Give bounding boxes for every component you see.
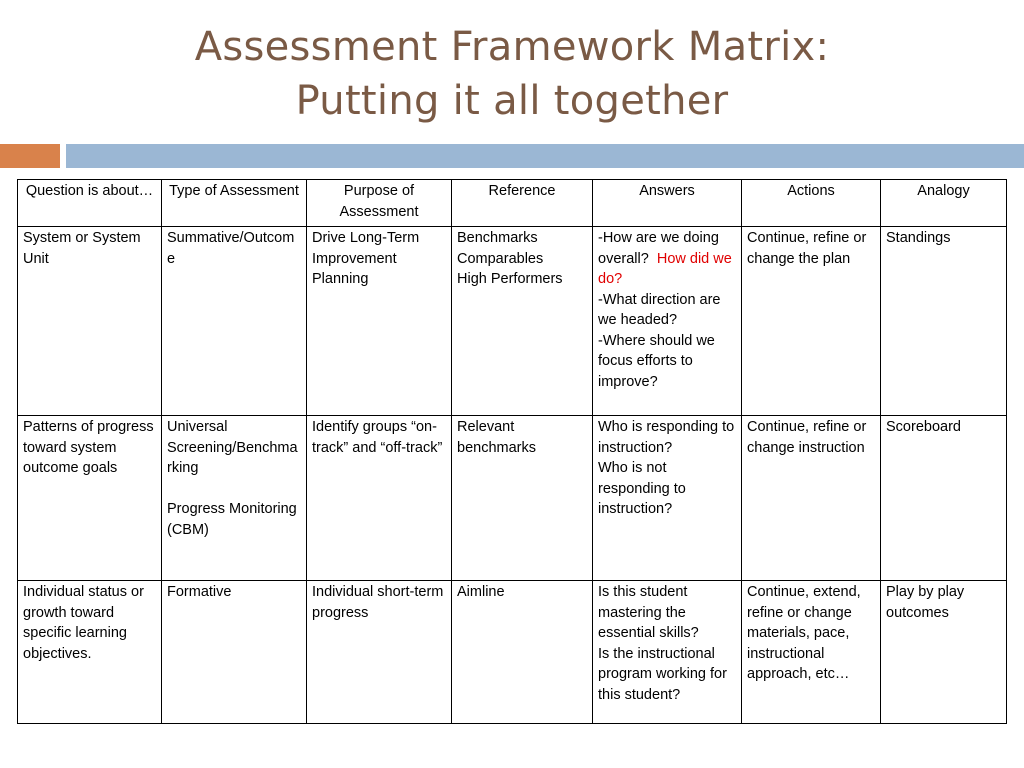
cell-reference: Relevant benchmarks [452, 416, 593, 581]
title-line-2: Putting it all together [295, 78, 729, 124]
cell-actions: Continue, refine or change the plan [742, 227, 881, 416]
table-header-row [18, 180, 1007, 227]
answer-highlight: How did we do? [598, 250, 732, 287]
header-question: Question is about… [18, 180, 162, 227]
cell-analogy: Play by play outcomes [881, 581, 1007, 724]
answer-item: -Where should we focus efforts to improve? [598, 332, 715, 390]
title-line-1: Assessment Framework Matrix: [194, 24, 830, 70]
cell-purpose: Identify groups “on-track” and “off-track” [307, 416, 452, 581]
header-actions: Actions [742, 180, 881, 227]
cell-question: Patterns of progress toward system outcome goals [18, 416, 162, 581]
spacer [167, 479, 301, 500]
table-row [18, 416, 1007, 581]
cell-analogy: Standings [881, 227, 1007, 416]
type-item: Progress Monitoring (CBM) [167, 501, 297, 538]
accent-bar-blue [66, 144, 1024, 168]
cell-actions: Continue, extend, refine or change materials, pace, instructional approach, etc… [742, 581, 881, 724]
type-item: Universal Screening/Benchmarking [167, 419, 298, 476]
cell-answers [593, 416, 742, 581]
answer-item: Who is not responding to instruction? [598, 460, 686, 517]
cell-answers [593, 227, 742, 416]
answer-item: Who is responding to instruction? [598, 419, 735, 456]
cell-actions: Continue, refine or change instruction [742, 416, 881, 581]
header-analogy: Analogy [881, 180, 1007, 227]
reference-item: High Performers [457, 271, 563, 287]
cell-analogy: Scoreboard [881, 416, 1007, 581]
cell-type [162, 416, 307, 581]
cell-purpose: Drive Long-Term Improvement Planning [307, 227, 452, 416]
cell-question: System or System Unit [18, 227, 162, 416]
header-answers: Answers [593, 180, 742, 227]
table-row [18, 227, 1007, 416]
cell-reference: Aimline [452, 581, 593, 724]
cell-reference [452, 227, 593, 416]
reference-item: Benchmarks [457, 230, 538, 246]
answer-text: -How are we doing overall? [598, 230, 719, 267]
reference-item: Comparables [457, 250, 544, 267]
cell-purpose: Individual short-term progress [307, 581, 452, 724]
answer-item: Is the instructional program working for this student? [598, 645, 727, 703]
answer-item: Is this student mastering the essential skills? [598, 584, 699, 641]
header-type: Type of Assessment [162, 180, 307, 227]
answer-item [598, 228, 736, 290]
assessment-matrix-table [17, 179, 1007, 724]
cell-type: Formative [162, 581, 307, 724]
answer-item: -What direction are we headed? [598, 291, 721, 328]
table-row [18, 581, 1007, 724]
accent-bar-orange [0, 144, 60, 168]
slide-title [0, 20, 1024, 128]
cell-question: Individual status or growth toward specific learning objectives. [18, 581, 162, 724]
header-purpose: Purpose of Assessment [307, 180, 452, 227]
header-reference: Reference [452, 180, 593, 227]
cell-answers [593, 581, 742, 724]
cell-type: Summative/Outcome [162, 227, 307, 416]
